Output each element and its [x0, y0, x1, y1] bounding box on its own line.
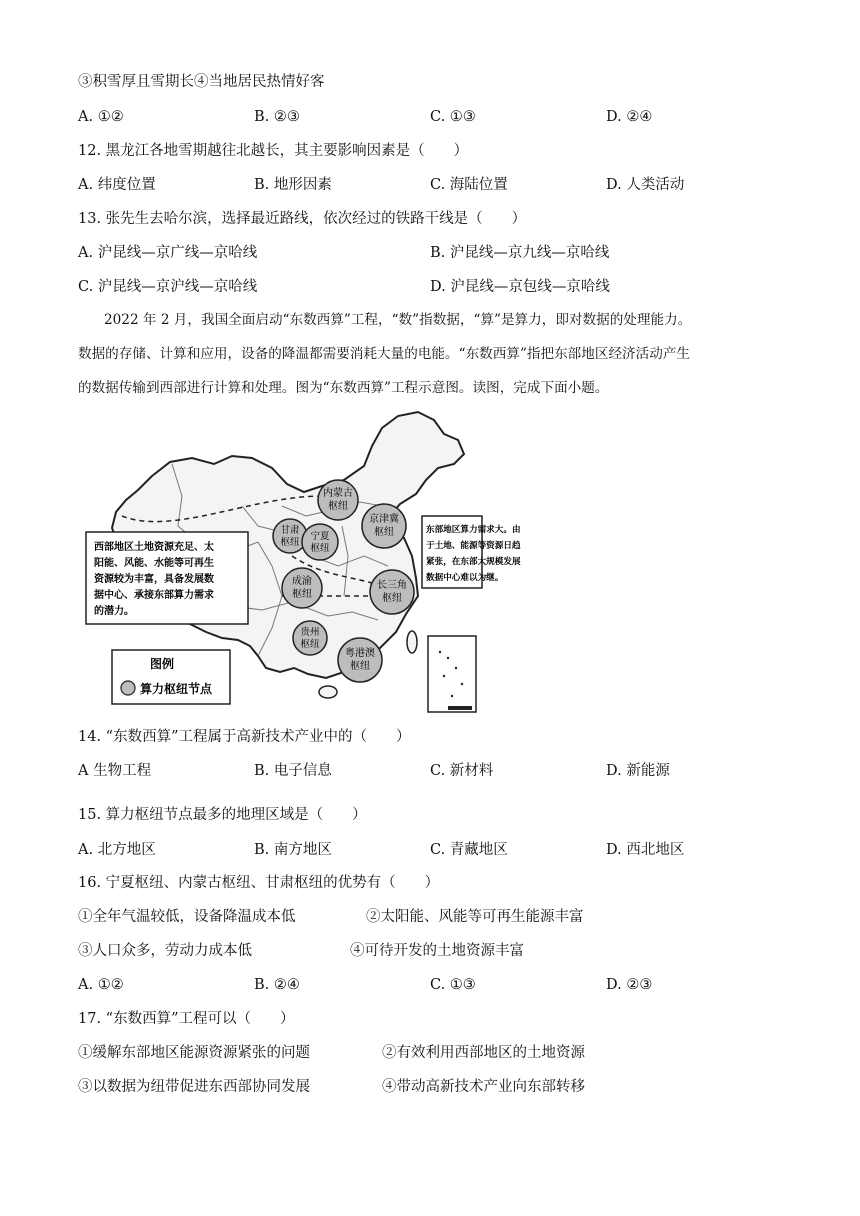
svg-text:长三角: 长三角	[377, 580, 407, 591]
svg-text:成渝: 成渝	[292, 576, 312, 587]
q17-stem: 17. “东数西算”工程可以（ ）	[78, 1011, 295, 1027]
svg-text:紧张，在东部大规模发展: 紧张，在东部大规模发展	[426, 556, 521, 566]
svg-text:枢纽: 枢纽	[350, 661, 370, 672]
computing-hub-node	[318, 480, 358, 520]
q14-stem: 14. “东数西算”工程属于高新技术产业中的（ ）	[78, 729, 411, 745]
q16-option-c: C. ①③	[430, 977, 476, 993]
q17-item-1: ①缓解东部地区能源资源紧张的问题	[78, 1045, 310, 1061]
svg-text:东部地区算力需求大。由: 东部地区算力需求大。由	[426, 524, 521, 534]
q17-item-2: ②有效利用西部地区的土地资源	[382, 1045, 585, 1061]
east-data-west-computing-map	[82, 406, 521, 718]
passage-line-2: 数据的存储、计算和应用，设备的降温都需要消耗大量的电能。“东数西算”指把东部地区经济活动产生	[78, 346, 691, 362]
east-note-box	[422, 516, 521, 588]
passage-line-3: 的数据传输到西部进行计算和处理。图为“东数西算”工程示意图。读图，完成下面小题。	[78, 380, 609, 396]
computing-hub-node	[293, 621, 327, 655]
q15-option-d: D. 西北地区	[606, 842, 685, 858]
svg-text:枢纽: 枢纽	[374, 527, 394, 538]
svg-text:于土地、能源等资源日趋: 于土地、能源等资源日趋	[426, 540, 521, 550]
q16-option-a: A. ①②	[78, 977, 124, 993]
q16-item-1: ①全年气温较低，设备降温成本低	[78, 909, 296, 925]
svg-text:资源较为丰富，具备发展数: 资源较为丰富，具备发展数	[94, 574, 214, 585]
q16-item-4: ④可待开发的土地资源丰富	[350, 943, 524, 959]
q16-item-2: ②太阳能、风能等可再生能源丰富	[366, 909, 584, 925]
svg-text:图例: 图例	[150, 657, 175, 671]
svg-text:枢纽: 枢纽	[280, 537, 300, 548]
q11-option-d: D. ②④	[606, 109, 653, 125]
q14-option-a: A 生物工程	[78, 763, 152, 779]
q12-option-c: C. 海陆位置	[430, 177, 508, 193]
svg-text:枢纽: 枢纽	[292, 589, 312, 600]
q13-stem: 13. 张先生去哈尔滨，选择最近路线，依次经过的铁路干线是（ ）	[78, 211, 527, 227]
q15-option-c: C. 青藏地区	[430, 842, 508, 858]
svg-text:宁夏: 宁夏	[310, 531, 330, 542]
svg-text:内蒙古: 内蒙古	[323, 488, 353, 499]
q11-option-a: A. ①②	[78, 109, 124, 125]
svg-text:枢纽: 枢纽	[328, 501, 348, 512]
svg-text:数据中心难以为继。: 数据中心难以为继。	[426, 572, 504, 582]
q13-option-d: D. 沪昆线—京包线—京哈线	[430, 279, 610, 295]
q14-option-d: D. 新能源	[606, 763, 670, 779]
q16-item-3: ③人口众多，劳动力成本低	[78, 943, 252, 959]
computing-hub-node	[273, 519, 307, 553]
passage-line-1: 2022 年 2 月，我国全面启动“东数西算”工程，“数”指数据，“算”是算力，即对数据的处理能力。	[104, 312, 692, 328]
svg-text:粤港澳: 粤港澳	[345, 648, 375, 659]
svg-text:枢纽: 枢纽	[382, 593, 402, 604]
q17-item-3: ③以数据为纽带促进东西部协同发展	[78, 1079, 310, 1095]
svg-text:据中心、承接东部算力需求: 据中心、承接东部算力需求	[94, 590, 214, 601]
svg-text:贵州: 贵州	[300, 627, 320, 638]
q11-statement-line: ③积雪厚且雪期长④当地居民热情好客	[78, 74, 325, 90]
q16-option-d: D. ②③	[606, 977, 653, 993]
svg-text:的潜力。: 的潜力。	[94, 606, 134, 617]
west-note-box	[86, 532, 248, 624]
q15-stem: 15. 算力枢纽节点最多的地理区域是（ ）	[78, 807, 367, 823]
q12-option-b: B. 地形因素	[254, 177, 332, 193]
svg-text:阳能、风能、水能等可再生: 阳能、风能、水能等可再生	[94, 558, 214, 569]
q14-option-c: C. 新材料	[430, 763, 494, 779]
computing-hub-node	[370, 570, 414, 614]
svg-text:枢纽: 枢纽	[310, 543, 330, 554]
south-china-sea-inset	[428, 636, 476, 712]
passage	[78, 303, 798, 405]
q13-option-c: C. 沪昆线—京沪线—京哈线	[78, 279, 258, 295]
q16-option-b: B. ②④	[254, 977, 300, 993]
q11-option-b: B. ②③	[254, 109, 300, 125]
q12-option-d: D. 人类活动	[606, 177, 685, 193]
q15-option-a: A. 北方地区	[78, 842, 156, 858]
svg-text:算力枢纽节点: 算力枢纽节点	[140, 682, 213, 696]
q11-option-c: C. ①③	[430, 109, 476, 125]
svg-text:枢纽: 枢纽	[300, 639, 320, 650]
q17-item-4: ④带动高新技术产业向东部转移	[382, 1079, 585, 1095]
svg-text:京津冀: 京津冀	[369, 514, 399, 525]
q13-option-a: A. 沪昆线—京广线—京哈线	[78, 245, 258, 261]
svg-text:甘肃: 甘肃	[280, 525, 300, 536]
map-legend	[112, 650, 230, 704]
q12-stem: 12. 黑龙江各地雪期越往北越长，其主要影响因素是（ ）	[78, 143, 469, 159]
q15-option-b: B. 南方地区	[254, 842, 332, 858]
computing-hub-node	[302, 524, 338, 560]
q16-stem: 16. 宁夏枢纽、内蒙古枢纽、甘肃枢纽的优势有（ ）	[78, 875, 440, 891]
q12-option-a: A. 纬度位置	[78, 177, 156, 193]
svg-text:西部地区土地资源充足、太: 西部地区土地资源充足、太	[94, 542, 214, 553]
q13-option-b: B. 沪昆线—京九线—京哈线	[430, 245, 610, 261]
computing-hub-node	[338, 638, 382, 682]
computing-hub-node	[282, 568, 322, 608]
q14-option-b: B. 电子信息	[254, 763, 332, 779]
computing-hub-node	[362, 504, 406, 548]
